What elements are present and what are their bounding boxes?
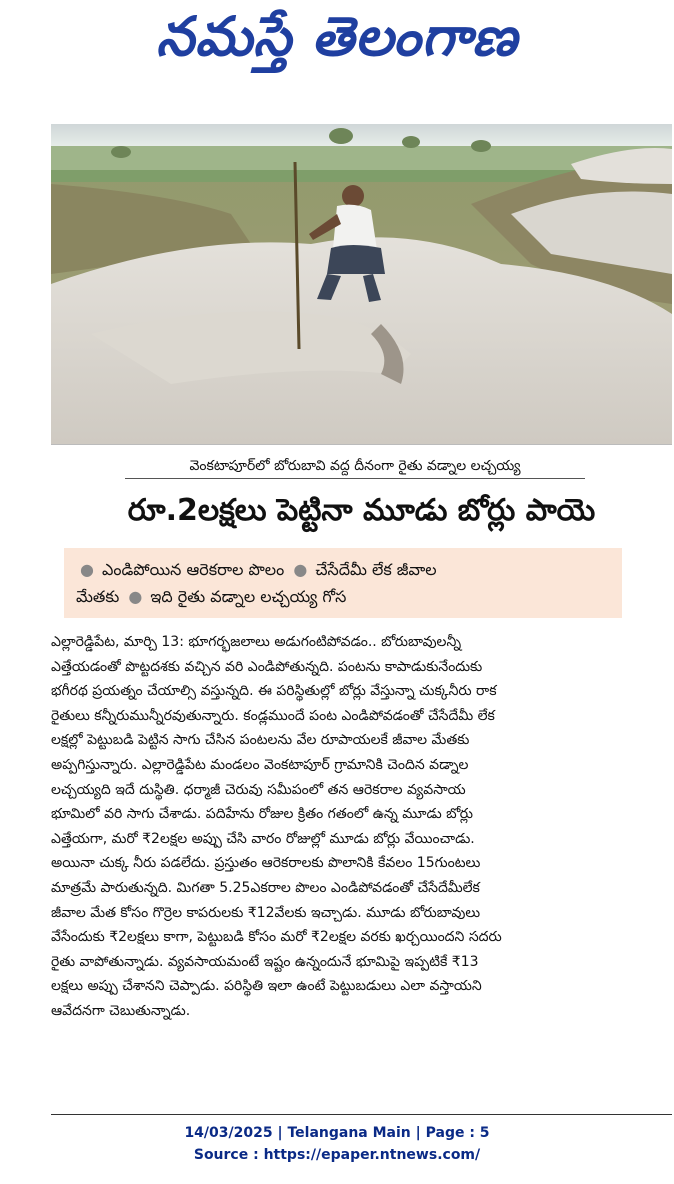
- body-line: ఎల్లారెడ్డిపేట, మార్చి 13: భూగర్భజలాలు అడుగంటిపోవడం.. బోరుబావులన్నీ: [51, 634, 462, 650]
- highlight-item: చేసేదేమీ లేక జీవాల: [315, 560, 437, 579]
- body-line: ఎత్తేయడంతో పొట్టదశకు వచ్చిన వరి ఎండిపోతున్నది. పంటను కాపాడుకునేందుకు: [51, 658, 483, 675]
- bullet-icon: ●: [293, 560, 308, 579]
- body-line: ఎత్తేయగా, మరో ₹2లక్షల అప్పు చేసి వారం రోజుల్లో మూడు బోర్లు వేయించాడు.: [51, 830, 475, 847]
- footer-source-line: Source : https://epaper.ntnews.com/: [193, 1147, 481, 1163]
- page-footer: [0, 1122, 674, 1166]
- body-line: రైతులు కన్నీరుమున్నీరవుతున్నారు. కండ్లముందే పంట ఎండిపోవడంతో చేసేదేమీ లేక: [51, 707, 495, 724]
- body-line: రైతు వాపోతున్నాడు. వ్యవసాయమంటే ఇష్టం ఉన్నందునే భూమిపై ఇప్పటికే ₹13: [51, 953, 479, 970]
- article-photo: [51, 124, 672, 445]
- body-line: లక్షల్లో పెట్టుబడి పెట్టిన సాగు చేసిన పంటలను వేల రూపాయలకే జీవాల మేతకు: [51, 732, 470, 749]
- body-line: అప్పగిస్తున్నారు. ఎల్లారెడ్డిపేట మండలం వెంకటాపూర్ గ్రామానికి చెందిన వడ్నాల: [51, 756, 469, 773]
- masthead: [0, 6, 674, 80]
- farmer-photo-icon: [51, 124, 672, 444]
- body-line: వేసేందుకు ₹2లక్షలు కాగా, పెట్టుబడి కోసం మరో ₹2లక్షల వరకు ఖర్చయిందని సదరు: [51, 929, 502, 946]
- highlight-line-2: [76, 583, 610, 610]
- highlight-item: ఇది రైతు వడ్నాల లచ్చయ్య గోస: [150, 587, 347, 606]
- body-line: లచ్చయ్యది ఇదే దుస్థితి. ధర్మాజీ చెరువు సమీపంలో తన ఆరెకరాల వ్యవసాయ: [51, 781, 466, 798]
- body-line: అయినా చుక్క నీరు పడలేదు. ప్రస్తుతం ఆరెకరాలకు పొలానికి కేవలం 15గుంటలు: [51, 855, 481, 872]
- footer-divider: [51, 1114, 672, 1115]
- footer-date-line: 14/03/2025 | Telangana Main | Page : 5: [184, 1125, 490, 1141]
- highlight-line-1: [76, 556, 610, 583]
- highlights-box: [64, 548, 622, 618]
- body-line: జీవాల మేత కోసం గొర్రెల కాపరులకు ₹12వేలకు ఇచ్చాడు. మూడు బోరుబావులు: [51, 904, 481, 921]
- highlight-item: ఎండిపోయిన ఆరెకరాల పొలం: [101, 560, 285, 579]
- body-line: మాత్రమే పారుతున్నది. మిగతా 5.25ఎకరాల పొలం ఎండిపోవడంతో చేసేదేమీలేక: [51, 879, 480, 896]
- photo-caption: వెంకటాపూర్‌లో బోరుబావి వద్ద దీనంగా రైతు వడ్నాల లచ్చయ్య: [125, 454, 585, 479]
- article-body: [51, 630, 672, 1080]
- body-line: లక్షలు అప్పు చేశానని చెప్పాడు. పరిస్థితి ఇలా ఉంటే పెట్టుబడులు ఎలా వస్తాయని: [51, 978, 482, 995]
- body-line: భగీరథ ప్రయత్నం చేయాల్సి వస్తున్నది. ఈ పరిస్థితుల్లో బోర్లు వేస్తున్నా చుక్కనీరు రాక: [51, 683, 497, 700]
- article-headline: రూ.2లక్షలు పెట్టినా మూడు బోర్లు పాయె: [127, 493, 596, 528]
- body-line: భూమిలో వరి సాగు చేశాడు. పదిహేను రోజుల క్రితం గతంలో ఉన్న మూడు బోర్లు: [51, 806, 473, 823]
- newspaper-title: నమస్తే తెలంగాణ: [156, 4, 518, 68]
- bullet-icon: ●: [128, 587, 143, 606]
- body-line: ఆవేదనగా చెబుతున్నాడు.: [51, 1002, 191, 1019]
- bullet-icon: ●: [80, 560, 94, 579]
- highlight-item: మేతకు: [76, 587, 120, 606]
